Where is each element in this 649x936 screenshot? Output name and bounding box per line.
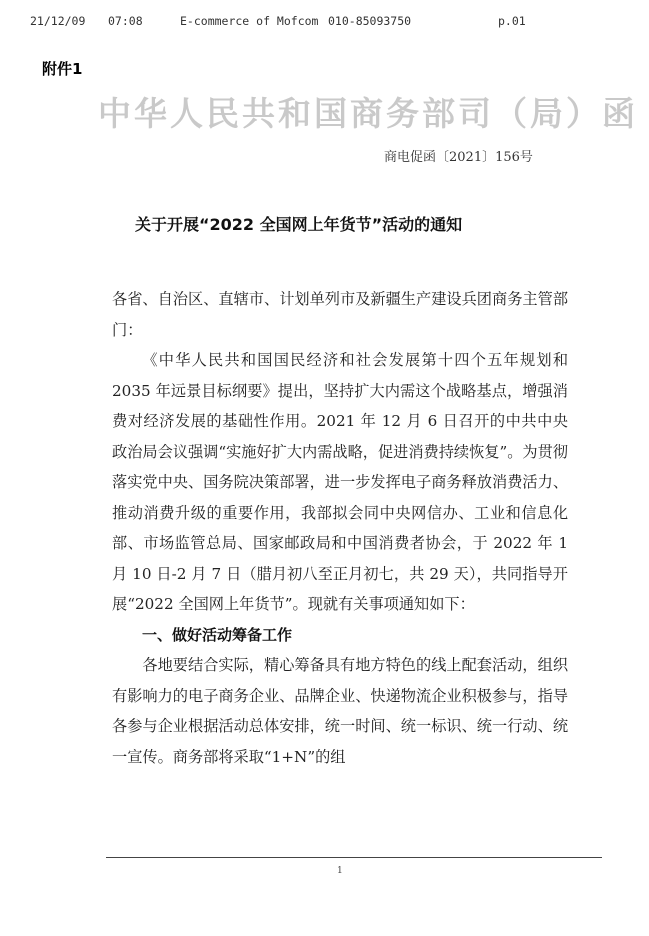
document-number: 商电促函〔2021〕156号 bbox=[384, 150, 533, 165]
fax-header bbox=[30, 14, 630, 34]
paragraph: 《中华人民共和国国民经济和社会发展第十四个五年规划和 2035 年远景目标纲要》提出，坚持扩大内需这个战略基点，增强消费对经济发展的基础性作用。2021 年 12 月 6 日召开的中共中央政治局会议强调“实施好扩大内需战略，促进消费持续恢复”。为贯彻落实党中央、国务院决策部署，进一步发挥电子商务释放消费活力、推动消费升级的重要作用，我部拟会同中央网信办、工业和信息化部、市场监管总局、国家邮政局和中国消费者协会，于 2022 年 1 月 10 日-2 月 7 日（腊月初八至正月初七，共 29 天），共同指导开展“2022 全国网上年货节”。现就有关事项通知如下： bbox=[112, 351, 568, 613]
paragraph: 各地要结合实际，精心筹备具有地方特色的线上配套活动，组织有影响力的电子商务企业、品牌企业、快递物流企业积极参与，指导各参与企业根据活动总体安排，统一时间、统一标识、统一行动、统一宣传。商务部将采取“1+N”的组 bbox=[112, 656, 568, 766]
salutation: 各省、自治区、直辖市、计划单列市及新疆生产建设兵团商务主管部门： bbox=[112, 290, 568, 339]
fax-sender: E-commerce of Mofcom bbox=[180, 14, 319, 28]
fax-page: p.01 bbox=[498, 14, 526, 28]
section-heading: 一、做好活动筹备工作 bbox=[142, 625, 293, 644]
fax-phone: 010-85093750 bbox=[328, 14, 412, 28]
fax-date: 21/12/09 bbox=[30, 14, 86, 28]
fax-time: 07:08 bbox=[108, 14, 143, 28]
footer-divider bbox=[106, 857, 602, 858]
attachment-label: 附件1 bbox=[42, 60, 83, 78]
letterhead: 中华人民共和国商务部司（局）函 bbox=[98, 94, 638, 133]
page-title: 关于开展“2022 全国网上年货节”活动的通知 bbox=[135, 215, 463, 234]
document-body bbox=[112, 284, 568, 772]
page-number: 1 bbox=[337, 866, 343, 876]
